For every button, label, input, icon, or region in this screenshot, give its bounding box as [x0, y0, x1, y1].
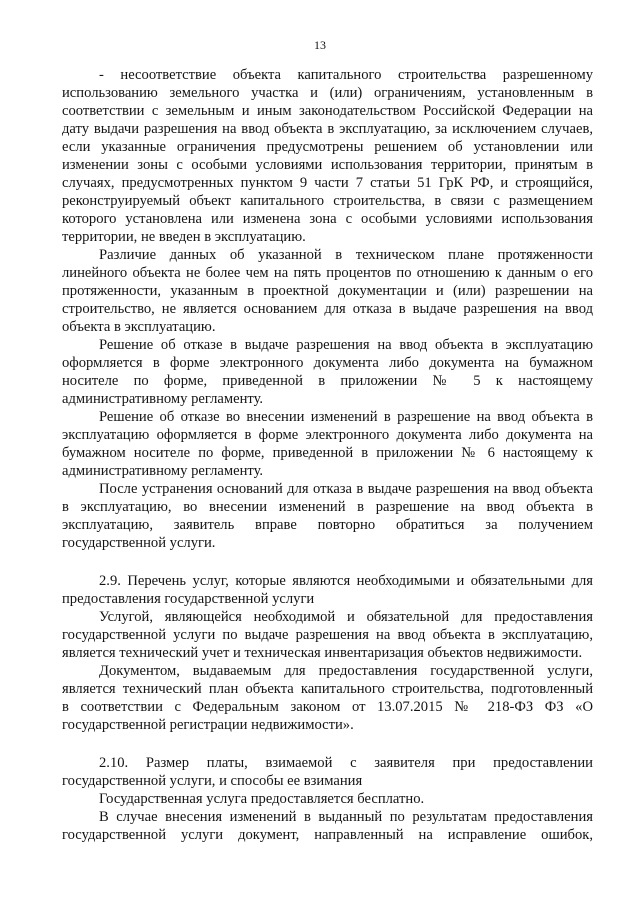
- paragraph: [62, 572, 593, 608]
- paragraph: [62, 754, 593, 790]
- text-line: государственной услуги документ, направленный на исправление ошибок,: [62, 827, 593, 843]
- text-line: если указанные ограничения предусмотрены решением об установлении или: [62, 139, 593, 155]
- text-line: Услугой, являющейся необходимой и обязательной для предоставления: [99, 609, 593, 625]
- paragraph: [62, 608, 593, 662]
- text-line: бумажном носителе по форме, приведенной в приложении № 6 настоящему к: [62, 445, 593, 461]
- text-line: После устранения оснований для отказа в выдаче разрешения на ввод объекта: [99, 481, 593, 497]
- text-line: изменении зоны с особыми условиями использования территории, принятым в: [62, 157, 593, 173]
- text-line: соответствии с земельным и иным законодательством Российской Федерации на: [62, 103, 593, 119]
- text-line: государственной регистрации недвижимости».: [62, 717, 354, 733]
- paragraph: [62, 336, 593, 408]
- text-line: Решение об отказе в выдаче разрешения на ввод объекта в эксплуатацию: [99, 337, 593, 353]
- text-line: в эксплуатацию, во внесении изменений в разрешение на ввод объекта в: [62, 499, 593, 515]
- text-line: является технический учет и техническая инвентаризация объектов недвижимости.: [62, 645, 583, 661]
- text-line: которого установлена или изменена зона с особыми условиями использования: [62, 211, 593, 227]
- text-line: территории, не введен в эксплуатацию.: [62, 229, 306, 245]
- text-line: - несоответствие объекта капитального строительства разрешенному: [99, 67, 593, 83]
- paragraph: [62, 662, 593, 734]
- text-line: государственной услуги, и способы ее взимания: [62, 773, 363, 789]
- text-line: носителе по форме, приведенной в приложении № 5 к настоящему: [62, 373, 593, 389]
- text-line: Решение об отказе во внесении изменений в разрешение на ввод объекта в: [99, 409, 593, 425]
- text-line: протяженности, указанным в проектной документации и (или) разрешении на: [62, 283, 593, 299]
- text-line: административному регламенту.: [62, 391, 264, 407]
- text-line: эксплуатацию, заявитель вправе повторно обратиться за получением: [62, 517, 593, 533]
- text-line: оформляется в форме электронного документа либо документа на бумажном: [62, 355, 593, 371]
- paragraph: [62, 66, 593, 246]
- text-line: линейного объекта не более чем на пять процентов по отношению к данным о его: [62, 265, 593, 281]
- text-line: 2.9. Перечень услуг, которые являются необходимыми и обязательными для: [99, 573, 593, 589]
- text-line: Документом, выдаваемым для предоставления государственной услуги,: [99, 663, 593, 679]
- paragraph: [62, 408, 593, 480]
- text-line: административному регламенту.: [62, 463, 264, 479]
- text-line: является технический план объекта капитального строительства, подготовленный: [62, 681, 593, 697]
- paragraph: [62, 808, 593, 844]
- text-line: случаях, предусмотренных пунктом 9 части 7 статьи 51 ГрК РФ, и строящийся,: [62, 175, 593, 191]
- paragraph: [62, 246, 593, 336]
- text-line: эксплуатацию оформляется в форме электронного документа либо документа на: [62, 427, 593, 443]
- text-line: В случае внесения изменений в выданный по результатам предоставления: [99, 809, 593, 825]
- text-line: дату выдачи разрешения на ввод объекта в эксплуатацию, за исключением случаев,: [62, 121, 593, 137]
- text-line: Государственная услуга предоставляется бесплатно.: [99, 791, 425, 807]
- text-line: государственной услуги.: [62, 535, 216, 551]
- text-line: строительство, не является основанием для отказа в выдаче разрешения на ввод: [62, 301, 593, 317]
- text-line: в соответствии с Федеральным законом от 13.07.2015 № 218-ФЗ ФЗ «О: [62, 699, 593, 715]
- paragraph: [62, 480, 593, 552]
- text-line: Различие данных об указанной в техническом плане протяженности: [99, 247, 593, 263]
- text-line: реконструируемый объект капитального строительства, в связи с размещением: [62, 193, 593, 209]
- text-line: государственной услуги по выдаче разрешения на ввод объекта в эксплуатацию,: [62, 627, 593, 643]
- section-gap: [62, 734, 593, 754]
- document-body: [62, 66, 593, 844]
- section-gap: [62, 552, 593, 572]
- text-line: использованию земельного участка и (или) ограничениям, установленным в: [62, 85, 593, 101]
- text-line: предоставления государственной услуги: [62, 591, 315, 607]
- text-line: объекта в эксплуатацию.: [62, 319, 216, 335]
- page-number: 13: [314, 38, 326, 52]
- paragraph: [62, 790, 593, 808]
- text-line: 2.10. Размер платы, взимаемой с заявителя при предоставлении: [99, 755, 593, 771]
